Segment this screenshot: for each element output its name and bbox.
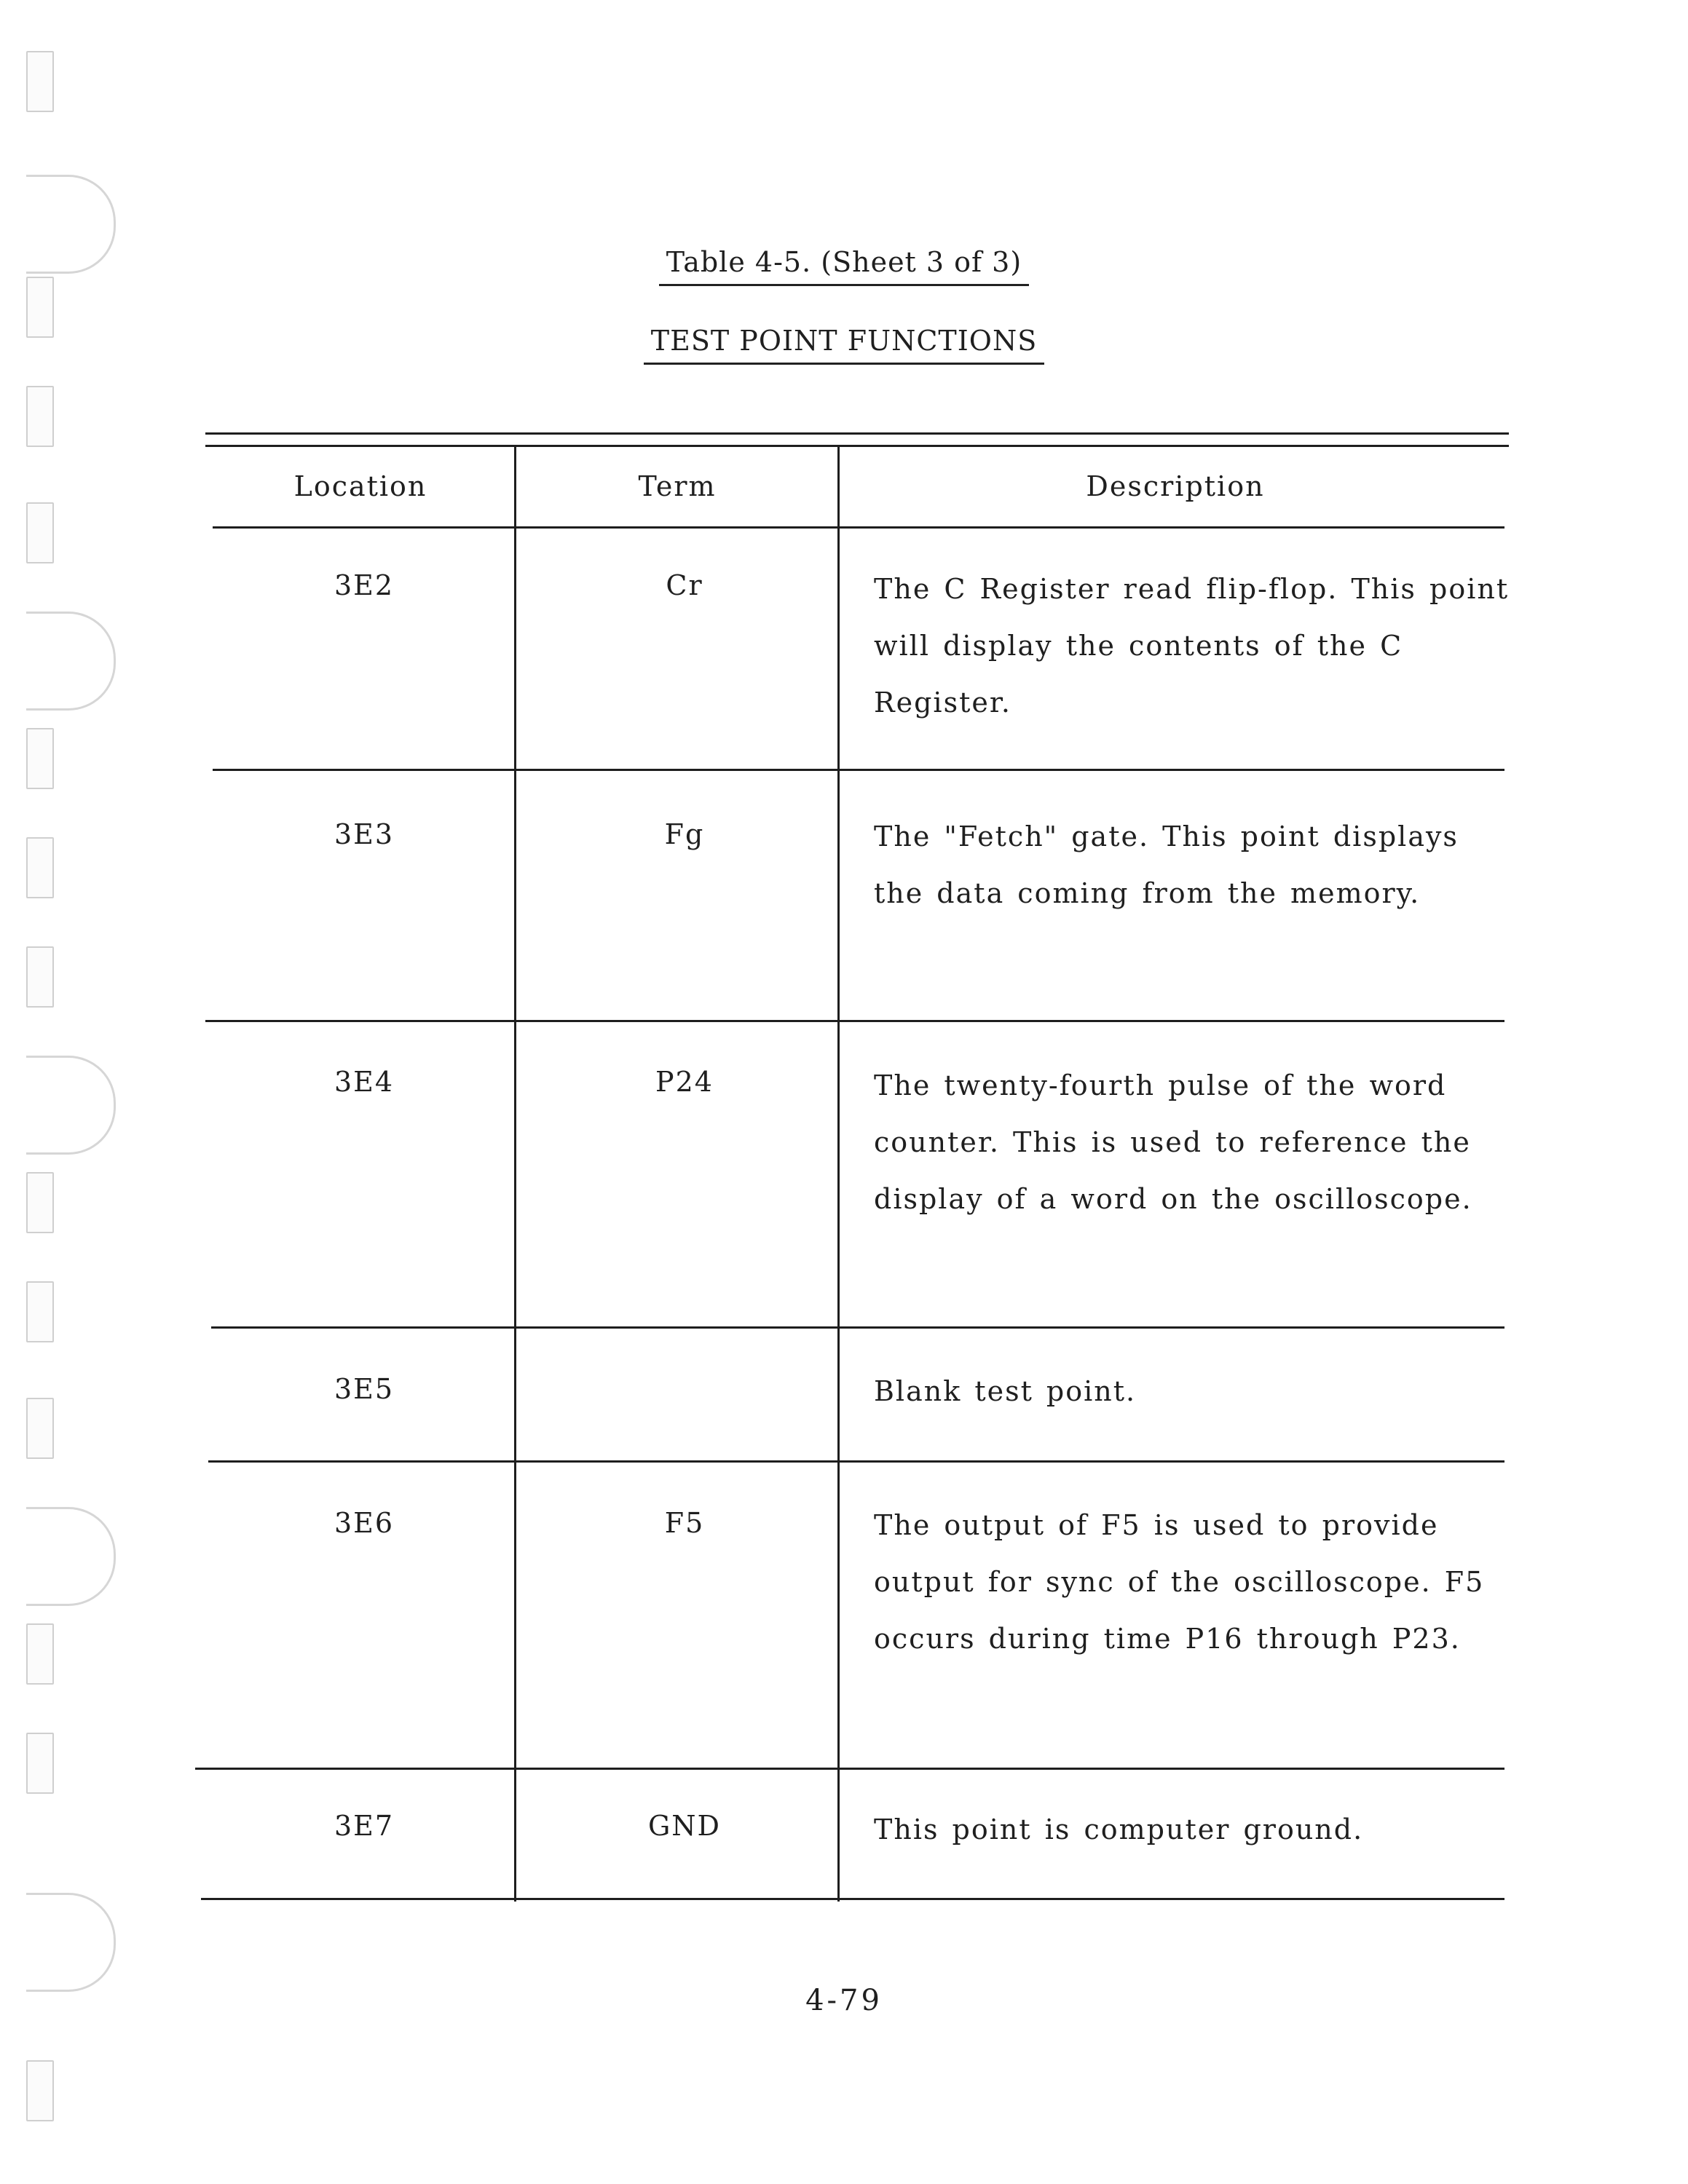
binder-ring bbox=[26, 1056, 116, 1155]
row-term: GND bbox=[647, 1810, 722, 1842]
column-divider bbox=[514, 446, 516, 1902]
row-description: The C Register read flip-flop. This point will display the contents of the C Register. bbox=[874, 573, 1510, 719]
row-description: The twenty-fourth pulse of the word counter. This is used to reference the display of a word on the oscilloscope. bbox=[874, 1069, 1472, 1215]
binder-hole bbox=[26, 502, 54, 563]
row-term: F5 bbox=[664, 1507, 705, 1539]
binder-hole bbox=[26, 386, 54, 447]
header-description: Description bbox=[1086, 470, 1265, 502]
row-location: 3E7 bbox=[334, 1810, 395, 1842]
binder-hole bbox=[26, 1398, 54, 1459]
row-rule bbox=[213, 769, 1504, 771]
binder-hole bbox=[26, 1733, 54, 1794]
binder-hole bbox=[26, 946, 54, 1008]
row-location: 3E3 bbox=[334, 818, 395, 850]
binder-hole bbox=[26, 837, 54, 898]
row-rule bbox=[205, 1020, 1504, 1022]
row-rule bbox=[195, 1768, 1504, 1770]
column-divider bbox=[837, 446, 840, 1902]
binder-hole bbox=[26, 2060, 54, 2121]
row-description: This point is computer ground. bbox=[874, 1813, 1364, 1845]
page-number: 4-79 bbox=[805, 1984, 883, 2017]
row-location: 3E6 bbox=[334, 1507, 395, 1539]
binder-ring bbox=[26, 1507, 116, 1606]
row-rule bbox=[211, 1326, 1504, 1329]
table-top-rule bbox=[205, 445, 1509, 447]
binder-hole bbox=[26, 51, 54, 112]
binder-ring bbox=[26, 1893, 116, 1992]
header-term: Term bbox=[638, 470, 717, 502]
row-description: Blank test point. bbox=[874, 1375, 1137, 1407]
row-term: P24 bbox=[655, 1066, 714, 1098]
binder-ring bbox=[26, 612, 116, 711]
binder-hole bbox=[26, 728, 54, 789]
binder-hole bbox=[26, 1172, 54, 1233]
row-description: The "Fetch" gate. This point displays the data coming from the memory. bbox=[874, 820, 1459, 909]
row-location: 3E5 bbox=[334, 1373, 395, 1405]
row-term: Fg bbox=[664, 818, 705, 850]
table-top-rule bbox=[205, 432, 1509, 435]
binder-hole bbox=[26, 1623, 54, 1685]
table-title bbox=[0, 325, 1688, 365]
table-bottom-rule bbox=[201, 1898, 1504, 1900]
table-caption-text: Table 4-5. (Sheet 3 of 3) bbox=[659, 246, 1029, 286]
header-location: Location bbox=[293, 470, 427, 502]
row-term: Cr bbox=[666, 569, 703, 601]
row-location: 3E2 bbox=[334, 569, 395, 601]
table-title-text: TEST POINT FUNCTIONS bbox=[644, 325, 1044, 365]
row-rule bbox=[208, 1460, 1504, 1463]
header-rule bbox=[213, 526, 1504, 529]
table-caption bbox=[0, 246, 1688, 286]
row-description: The output of F5 is used to provide output for sync of the oscilloscope. F5 occurs during time P16 through P23. bbox=[874, 1509, 1485, 1655]
binder-hole bbox=[26, 1281, 54, 1342]
row-location: 3E4 bbox=[334, 1066, 395, 1098]
